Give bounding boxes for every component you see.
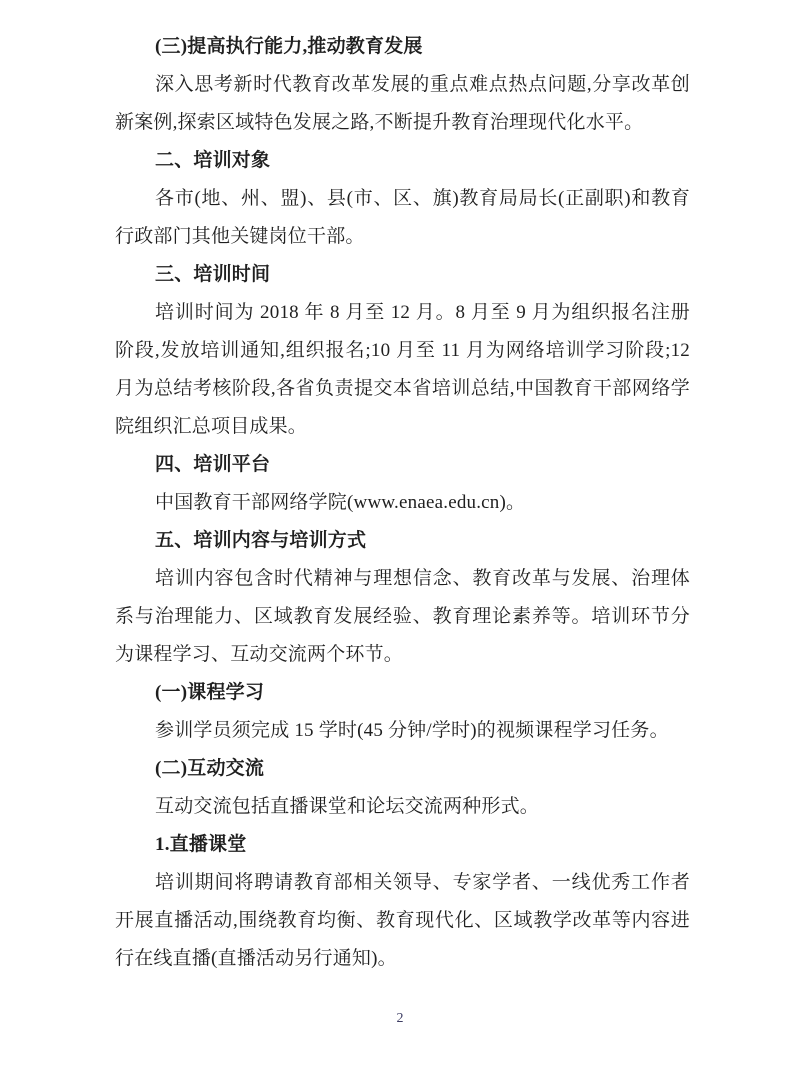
doc-paragraph: 中国教育干部网络学院(www.enaea.edu.cn)。 xyxy=(155,492,526,513)
doc-paragraph: 参训学员须完成 15 学时(45 分钟/学时)的视频课程学习任务。 xyxy=(155,720,669,741)
doc-paragraph: 培训时间为 2018 年 8 月至 12 月。8 月至 9 月为组织报名注册阶段,发放培训通知,组织报名;10 月至 11 月为网络培训学习阶段;12 月为总结考核阶段,各省负责提交本省培训总结,中国教育干部网络学院组织汇总项目成果。 xyxy=(115,302,690,437)
page-number: 2 xyxy=(396,1011,404,1026)
doc-paragraph: 培训内容包含时代精神与理想信念、教育改革与发展、治理体系与治理能力、区域教育发展经验、教育理论素养等。培训环节分为课程学习、互动交流两个环节。 xyxy=(115,568,690,665)
doc-paragraph: 培训期间将聘请教育部相关领导、专家学者、一线优秀工作者开展直播活动,围绕教育均衡、教育现代化、区域教学改革等内容进行在线直播(直播活动另行通知)。 xyxy=(115,872,690,969)
doc-heading: 1.直播课堂 xyxy=(155,834,247,855)
doc-paragraph: 互动交流包括直播课堂和论坛交流两种形式。 xyxy=(155,796,540,817)
doc-heading: (二)互动交流 xyxy=(155,758,265,779)
doc-heading: 二、培训对象 xyxy=(155,150,271,171)
doc-paragraph: 各市(地、州、盟)、县(市、区、旗)教育局局长(正副职)和教育行政部门其他关键岗位干部。 xyxy=(115,188,690,247)
doc-heading: (三)提高执行能力,推动教育发展 xyxy=(155,36,423,57)
doc-heading: 四、培训平台 xyxy=(155,454,271,475)
doc-heading: 五、培训内容与培训方式 xyxy=(155,530,367,551)
document-content xyxy=(115,28,690,978)
doc-paragraph: 深入思考新时代教育改革发展的重点难点热点问题,分享改革创新案例,探索区域特色发展之路,不断提升教育治理现代化水平。 xyxy=(115,74,690,133)
doc-heading: (一)课程学习 xyxy=(155,682,265,703)
doc-heading: 三、培训时间 xyxy=(155,264,271,285)
